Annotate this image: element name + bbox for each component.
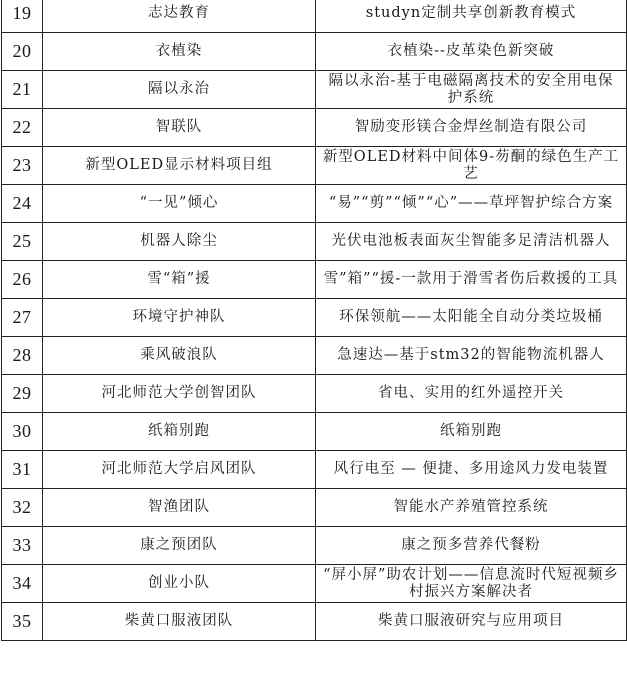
project-name: 纸箱别跑 [316, 413, 627, 451]
award-table [1, 0, 627, 641]
row-number: 27 [2, 299, 43, 337]
team-name: 河北师范大学启风团队 [43, 451, 316, 489]
project-name: 环保领航——太阳能全自动分类垃圾桶 [316, 299, 627, 337]
row-number: 19 [2, 0, 43, 33]
team-name: 智联队 [43, 109, 316, 147]
team-name: 雪“箱”援 [43, 261, 316, 299]
project-name: “易”“剪”“倾”“心”——草坪智护综合方案 [316, 185, 627, 223]
team-name: 河北师范大学创智团队 [43, 375, 316, 413]
table-row [2, 603, 627, 641]
award-table-body [2, 0, 627, 641]
row-number: 28 [2, 337, 43, 375]
table-row [2, 33, 627, 71]
team-name: 机器人除尘 [43, 223, 316, 261]
team-name: 纸箱别跑 [43, 413, 316, 451]
team-name: 环境守护神队 [43, 299, 316, 337]
project-name: 急速达—基于stm32的智能物流机器人 [316, 337, 627, 375]
project-name: 智励变形镁合金焊丝制造有限公司 [316, 109, 627, 147]
project-name: studyn定制共享创新教育模式 [316, 0, 627, 33]
row-number: 30 [2, 413, 43, 451]
project-name: “屏小屏”助农计划——信息流时代短视频乡村振兴方案解决者 [316, 565, 627, 603]
team-name: 新型OLED显示材料项目组 [43, 147, 316, 185]
table-row [2, 299, 627, 337]
row-number: 24 [2, 185, 43, 223]
table-row [2, 0, 627, 33]
table-row [2, 147, 627, 185]
row-number: 34 [2, 565, 43, 603]
team-name: 衣植染 [43, 33, 316, 71]
project-name: 新型OLED材料中间体9-芴酮的绿色生产工艺 [316, 147, 627, 185]
row-number: 20 [2, 33, 43, 71]
team-name: 乘风破浪队 [43, 337, 316, 375]
table-row [2, 223, 627, 261]
team-name: 创业小队 [43, 565, 316, 603]
table-row [2, 565, 627, 603]
project-name: 衣植染--皮革染色新突破 [316, 33, 627, 71]
table-row [2, 489, 627, 527]
project-name: 省电、实用的红外遥控开关 [316, 375, 627, 413]
project-name: 柴黄口服液研究与应用项目 [316, 603, 627, 641]
table-row [2, 451, 627, 489]
project-name: 光伏电池板表面灰尘智能多足清洁机器人 [316, 223, 627, 261]
row-number: 33 [2, 527, 43, 565]
table-row [2, 261, 627, 299]
team-name: 柴黄口服液团队 [43, 603, 316, 641]
table-row [2, 375, 627, 413]
row-number: 22 [2, 109, 43, 147]
team-name: 康之预团队 [43, 527, 316, 565]
row-number: 21 [2, 71, 43, 109]
row-number: 26 [2, 261, 43, 299]
project-name: 隔以永治-基于电磁隔离技术的安全用电保护系统 [316, 71, 627, 109]
table-row [2, 413, 627, 451]
team-name: 志达教育 [43, 0, 316, 33]
team-name: “一见”倾心 [43, 185, 316, 223]
project-name: 康之预多营养代餐粉 [316, 527, 627, 565]
row-number: 35 [2, 603, 43, 641]
table-row [2, 185, 627, 223]
table-row [2, 109, 627, 147]
row-number: 31 [2, 451, 43, 489]
team-name: 智渔团队 [43, 489, 316, 527]
project-name: 风行电至 — 便捷、多用途风力发电装置 [316, 451, 627, 489]
row-number: 25 [2, 223, 43, 261]
table-row [2, 527, 627, 565]
row-number: 29 [2, 375, 43, 413]
row-number: 23 [2, 147, 43, 185]
row-number: 32 [2, 489, 43, 527]
project-name: 雪”箱”“援-一款用于滑雪者伤后救援的工具 [316, 261, 627, 299]
team-name: 隔以永治 [43, 71, 316, 109]
table-row [2, 71, 627, 109]
project-name: 智能水产养殖管控系统 [316, 489, 627, 527]
table-row [2, 337, 627, 375]
